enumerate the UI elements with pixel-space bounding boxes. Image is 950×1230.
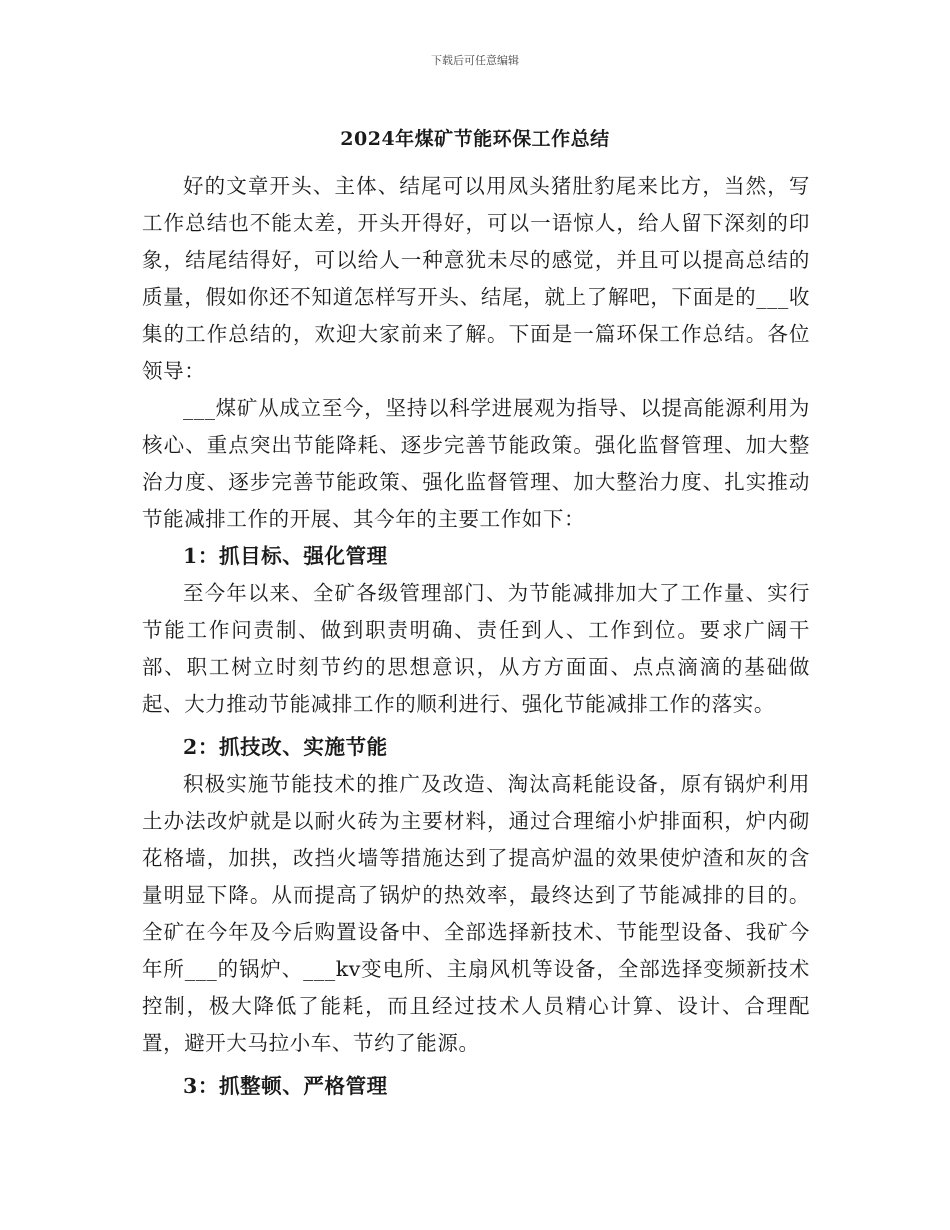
section-1-heading: 1：抓目标、强化管理 xyxy=(183,544,388,568)
paragraph-1: ___煤矿从成立至今，坚持以科学进展观为指导、以提高能源利用为核心、重点突出节能降耗、逐步完善节能政策。强化监督管理、加大整治力度、逐步完善节能政策、强化监督管理、加大整治力度、扎实推动节能减排工作的开展、其今年的主要工作如下： xyxy=(142,396,810,531)
document-body xyxy=(142,168,810,1105)
intro-paragraph: 好的文章开头、主体、结尾可以用凤头猪肚豹尾来比方，当然，写工作总结也不能太差，开头开得好，可以一语惊人，给人留下深刻的印象，结尾结得好，可以给人一种意犹未尽的感觉，并且可以提高总结的质量，假如你还不知道怎样写开头、结尾，就上了解吧，下面是的___收集的工作总结的，欢迎大家前来了解。下面是一篇环保工作总结。各位领导： xyxy=(142,174,810,383)
section-2-heading: 2：抓技改、实施节能 xyxy=(183,735,388,759)
header-note: 下载后可任意编辑 xyxy=(431,54,519,67)
document-title: 2024年煤矿节能环保工作总结 xyxy=(340,128,610,150)
section-3-heading: 3：抓整顿、严格管理 xyxy=(183,1074,388,1098)
section-2-text: 积极实施节能技术的推广及改造、淘汰高耗能设备，原有锅炉利用土办法改炉就是以耐火砖为主要材料，通过合理缩小炉排面积，炉内砌花格墙，加拱，改挡火墙等措施达到了提高炉温的效果使炉渣和灰的含量明显下降。从而提高了锅炉的热效率，最终达到了节能减排的目的。全矿在今年及今后购置设备中、全部选择新技术、节能型设备、我矿今年所___的锅炉、___kv变电所、主扇风机等设备，全部选择变频新技术控制，极大降低了能耗，而且经过技术人员精心计算、设计、合理配置，避开大马拉小车、节约了能源。 xyxy=(142,772,810,1055)
section-1-text: 至今年以来、全矿各级管理部门、为节能减排加大了工作量、实行节能工作问责制、做到职责明确、责任到人、工作到位。要求广阔干部、职工树立时刻节约的思想意识，从方方面面、点点滴滴的基础做起、大力推动节能减排工作的顺利进行、强化节能减排工作的落实。 xyxy=(142,581,810,716)
